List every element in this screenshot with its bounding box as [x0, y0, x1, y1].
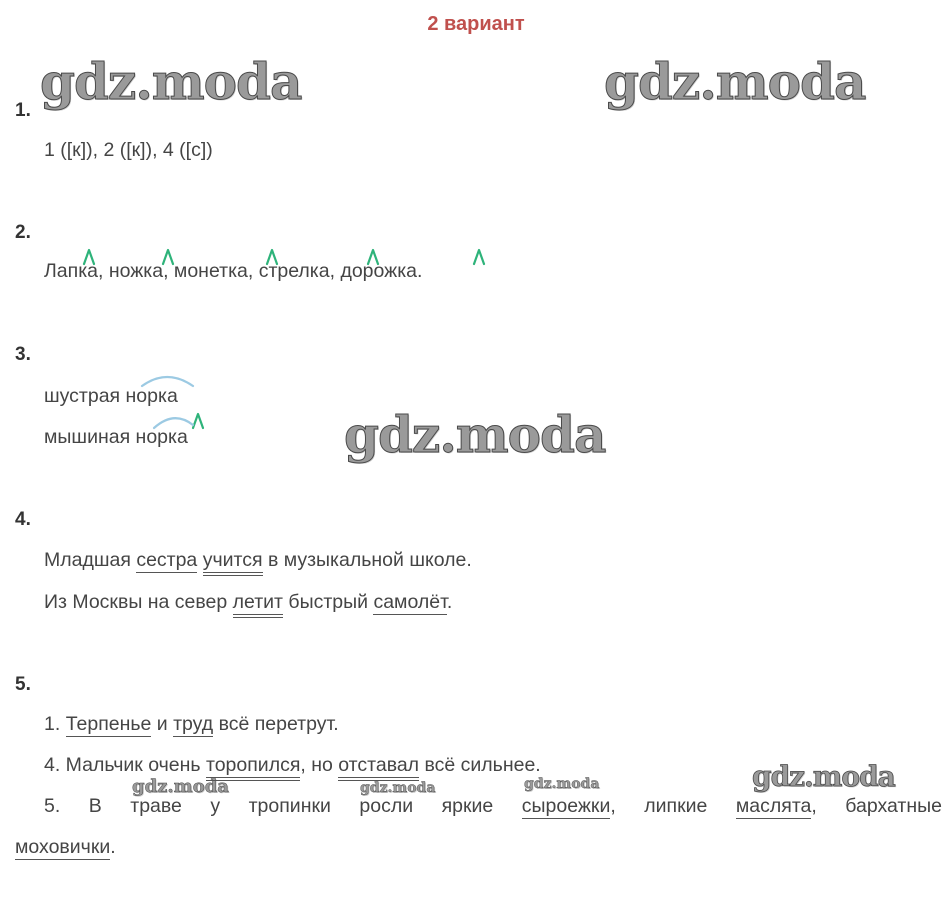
task-5-number: 5. — [15, 674, 31, 695]
predicate-underline: торопился — [206, 754, 300, 781]
task-2-number: 2. — [15, 222, 31, 243]
task-2-answer: Лапка, ножка, монетка, стрелка, дорожка. — [44, 260, 423, 282]
watermark-top-right: gdz.moda — [604, 52, 866, 111]
watermark-top-left: gdz.moda — [40, 52, 302, 111]
ending-mark-icon — [474, 250, 484, 264]
task-4-number: 4. — [15, 509, 31, 530]
subject-underline: моховички — [15, 836, 111, 858]
task-5-sentence-2: 4. Мальчик очень торопился, но отставал всё сильнее. — [44, 754, 541, 777]
subject-underline: самолёт — [373, 591, 447, 613]
task-3-line-2: мышиная норка — [44, 426, 188, 448]
subject-underline: труд — [173, 713, 214, 735]
page-title: 2 вариант — [427, 13, 525, 35]
task-5-sentence-3-cont: моховички. — [15, 836, 116, 858]
predicate-underline: учится — [203, 549, 263, 576]
ending-mark-icon — [267, 250, 277, 264]
task-3-line-1: шустрая норка — [44, 385, 178, 407]
watermark-small-1: gdz.moda — [132, 776, 229, 797]
task-1-number: 1. — [15, 100, 31, 121]
subject-underline: маслята — [735, 795, 812, 817]
task-4-sentence-2: Из Москвы на север летит быстрый самолёт. — [44, 591, 452, 614]
task-1-answer: 1 ([к]), 2 ([к]), 4 ([с]) — [44, 139, 213, 161]
watermark-small-2: gdz.moda — [360, 780, 436, 796]
ending-mark-icon — [163, 250, 173, 264]
predicate-underline: летит — [233, 591, 283, 618]
root-arc-icon — [142, 377, 193, 386]
ending-mark-icon — [193, 414, 203, 428]
task-5-sentence-1: 1. Терпенье и труд всё перетрут. — [44, 713, 339, 735]
predicate-underline: отставал — [338, 754, 419, 781]
watermark-bottom-right: gdz.moda — [752, 760, 895, 793]
task-5-sentence-3: 5. В траве у тропинки росли яркие сыроежки, липкие маслята, бархатные — [44, 795, 942, 817]
task-3-number: 3. — [15, 344, 31, 365]
watermark-small-3: gdz.moda — [524, 776, 600, 792]
watermark-center: gdz.moda — [344, 405, 606, 464]
ending-mark-icon — [84, 250, 94, 264]
task-4-sentence-1: Младшая сестра учится в музыкальной школе. — [44, 549, 472, 572]
subject-underline: сестра — [136, 549, 198, 571]
subject-underline: Терпенье — [65, 713, 152, 735]
ending-mark-icon — [368, 250, 378, 264]
root-arc-icon — [154, 418, 193, 428]
subject-underline: сыроежки — [521, 795, 611, 817]
